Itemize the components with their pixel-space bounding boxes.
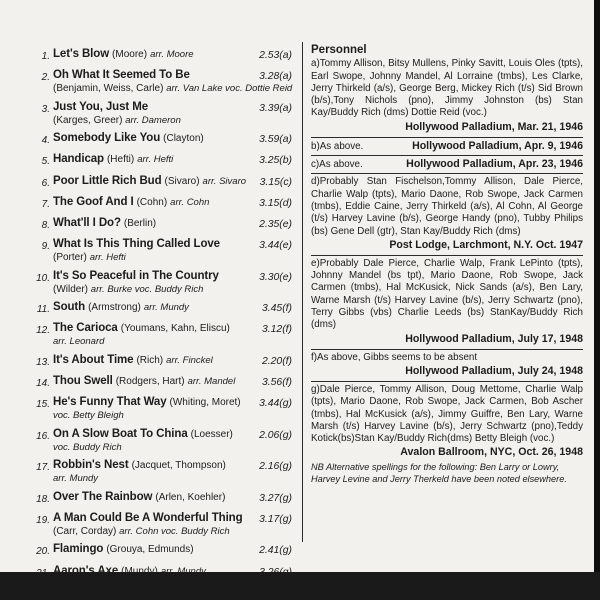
- track-main-line: [53, 544, 292, 556]
- track-main-line: [53, 154, 292, 166]
- track-credits: voc. Betty Bleigh: [53, 410, 124, 422]
- track-title: Aaron's Axe: [53, 564, 119, 577]
- track-arranger: arr. Hefti: [137, 154, 174, 166]
- section-divider: [311, 349, 583, 350]
- track-credits: voc. Buddy Rich: [53, 441, 122, 453]
- track-row: [36, 271, 292, 303]
- track-number: 6.: [41, 177, 50, 189]
- section-divider: [311, 255, 583, 256]
- track-sub-line: [53, 442, 122, 454]
- track-title: Somebody Like You: [53, 132, 161, 145]
- track-main-line: [53, 49, 292, 61]
- track-title: The Goof And I: [53, 195, 134, 208]
- track-arranger: arr. Sivaro: [202, 175, 247, 187]
- track-list: [36, 49, 292, 587]
- track-number: 12.: [36, 325, 50, 337]
- personnel-panel: [311, 44, 583, 486]
- track-title: Thou Swell: [53, 375, 113, 387]
- track-number: 21.: [36, 567, 50, 579]
- track-composer: (Porter): [53, 252, 87, 264]
- track-main-line: [53, 323, 292, 335]
- session-g-lineup: g)Dale Pierce, Tommy Allison, Doug Mettome, Charlie Walp (tpts), Mario Daone, Rob Swope, Jack Carmen, Bob Ascher (tmbs), Hal McKusick (a/s), Jimmy Guiffre, Ben Lary, Warne Marsh (t/s) Harvey Lavine (b/s), Jerry Schwartz (pno),Teddy Kotick(bs)Stan Kay/Buddy Rich(dms) Betty Bleigh (voc.): [311, 383, 583, 445]
- track-row: [36, 302, 292, 323]
- track-number: 19.: [36, 514, 50, 526]
- track-title: South: [53, 301, 86, 314]
- track-row: [36, 239, 292, 271]
- track-duration: 3.28(a): [259, 71, 292, 83]
- column-divider: [302, 42, 303, 542]
- track-composer: (Whiting, Moret): [169, 397, 241, 409]
- track-number: 20.: [36, 546, 50, 558]
- track-duration: 3.39(a): [259, 102, 292, 114]
- track-composer: (Cohn): [136, 196, 168, 208]
- track-composer: (Wilder): [53, 283, 88, 295]
- track-main-line: [53, 513, 292, 525]
- track-title: Just You, Just Me: [53, 100, 149, 113]
- track-sub-line: [53, 284, 203, 296]
- track-row: [36, 70, 292, 102]
- track-title: Handicap: [53, 153, 104, 166]
- track-title: On A Slow Boat To China: [53, 427, 188, 440]
- track-duration: 3.15(c): [259, 176, 292, 188]
- track-title: The Carioca: [53, 322, 118, 335]
- session-d-venue: Post Lodge, Larchmont, N.Y. Oct. 1947: [389, 238, 583, 251]
- track-credits: arr. Cohn voc. Buddy Rich: [119, 525, 230, 537]
- track-credits: arr. Leonard: [53, 336, 105, 348]
- track-row: [36, 102, 292, 134]
- track-composer: (Youmans, Kahn, Eliscu): [120, 323, 230, 335]
- track-credits: arr. Mundy: [53, 473, 99, 485]
- spelling-note: NB Alternative spellings for the following: Ben Larry or Lowry, Harvey Levine and Jerry Therkeld have been noted elsewhere.: [311, 462, 567, 485]
- track-number: 17.: [36, 462, 50, 474]
- track-duration: 3.45(f): [261, 303, 292, 315]
- track-main-line: [53, 302, 292, 314]
- session-a-lineup: a)Tommy Allison, Bitsy Mullens, Pinky Savitt, Louis Oles (tpts), Earl Swope, Johnny Mandel, Al Lorraine (tmbs), Les Clarke, Jerry Thirkeld (a/s), George Berg, Mickey Rich (t/s) Sid Brown (b/s),Tony Nichols (pno), Jimmy Johnston (bs) Stan Kay/Buddy Rich (dms) Dottie Reid (voc.): [311, 58, 583, 119]
- track-duration: 2.20(f): [261, 355, 292, 367]
- track-number: 1.: [41, 51, 50, 62]
- track-row: [36, 513, 292, 545]
- track-row: [36, 429, 292, 461]
- track-arranger: arr. Mundy: [143, 302, 189, 314]
- track-composer: (Armstrong): [88, 302, 141, 314]
- track-title: What'll I Do?: [53, 216, 121, 229]
- track-sub-line: [53, 526, 230, 538]
- track-number: 9.: [41, 241, 50, 253]
- track-number: 16.: [36, 430, 50, 442]
- session-b-venue: Hollywood Palladium, Apr. 9, 1946: [412, 139, 583, 152]
- track-duration: 3.44(e): [259, 240, 292, 252]
- track-duration: 3.56(f): [261, 377, 292, 388]
- track-composer: (Moore): [112, 49, 148, 60]
- track-row: [36, 323, 292, 355]
- track-arranger: arr. Mandel: [187, 376, 236, 387]
- track-duration: 2.06(g): [259, 429, 292, 441]
- track-duration: 3.30(e): [259, 271, 292, 283]
- track-title: He's Funny That Way: [53, 396, 167, 409]
- session-d-lineup: d)Probably Stan Fischelson,Tommy Allison, Dale Pierce, Charlie Walp (tpts), Mario Daone, Rob Swope, Jack Carmen (tmbs), Eddie Caine, Jerry Thirkeld (a/s), Al Cohn, Al George (t/s) Harvey Lavine (b/s), George Handy (pno), Tubby Philips (bs) Gene Dell (gtr), Stan Kay/Buddy Rich (dms): [311, 176, 583, 237]
- track-number: 8.: [41, 219, 50, 231]
- session-g-venue: Avalon Ballroom, NYC, Oct. 26, 1948: [400, 446, 583, 459]
- track-row: [36, 133, 292, 154]
- session-c-lineup: c)As above.: [311, 159, 363, 171]
- track-row: [36, 460, 292, 492]
- track-composer: (Rodgers, Hart): [115, 376, 185, 387]
- track-number: 7.: [41, 198, 50, 210]
- track-composer: (Rich): [136, 354, 164, 366]
- track-arranger: arr. Moore: [150, 49, 194, 60]
- track-main-line: [53, 429, 292, 441]
- track-title: A Man Could Be A Wonderful Thing: [53, 511, 243, 524]
- track-duration: 3.44(g): [259, 398, 292, 410]
- track-duration: 2.41(g): [259, 545, 292, 557]
- track-composer: (Berlin): [123, 217, 157, 229]
- track-duration: 3.15(d): [259, 197, 292, 209]
- track-sub-line: [53, 252, 126, 264]
- track-composer: (Loesser): [190, 428, 233, 440]
- track-main-line: [53, 197, 292, 209]
- track-duration: 3.59(a): [259, 134, 292, 146]
- track-duration: 2.16(g): [259, 461, 292, 473]
- track-credits: arr. Van Lake voc. Dottie Reid: [166, 83, 293, 95]
- track-row: [36, 376, 292, 397]
- track-composer: (Carr, Corday): [53, 525, 117, 537]
- track-main-line: [53, 133, 292, 145]
- track-number: 5.: [41, 156, 50, 168]
- session-f-venue: Hollywood Palladium, July 24, 1948: [405, 364, 583, 377]
- track-row: [36, 397, 292, 429]
- track-main-line: [53, 492, 292, 504]
- track-composer: (Hefti): [106, 154, 135, 166]
- track-main-line: [53, 176, 292, 188]
- track-duration: 2.53(a): [259, 50, 292, 61]
- track-composer: (Sivaro): [164, 175, 200, 187]
- track-arranger: arr. Cohn: [170, 196, 210, 208]
- track-composer: (Grouya, Edmunds): [106, 544, 194, 556]
- track-main-line: [53, 355, 292, 367]
- track-duration: 3.17(g): [259, 513, 292, 525]
- track-credits: arr. Dameron: [125, 114, 181, 126]
- track-row: [36, 355, 292, 376]
- track-title: Let's Blow: [53, 48, 110, 60]
- track-duration: 3.25(b): [259, 155, 292, 167]
- track-main-line: [53, 271, 292, 283]
- track-title: Poor Little Rich Bud: [53, 174, 162, 187]
- track-title: Over The Rainbow: [53, 490, 153, 503]
- track-main-line: [53, 397, 292, 409]
- track-title: What Is This Thing Called Love: [53, 238, 220, 251]
- track-main-line: [53, 102, 292, 114]
- personnel-heading: Personnel: [311, 44, 367, 56]
- track-arranger: arr. Mundy: [160, 565, 206, 577]
- track-title: Robbin's Nest: [53, 459, 129, 472]
- track-title: It's So Peaceful in The Country: [53, 269, 219, 282]
- session-b: [311, 140, 583, 153]
- session-c: [311, 158, 583, 171]
- section-divider: [311, 173, 583, 174]
- track-number: 4.: [41, 135, 50, 147]
- track-sub-line: [53, 115, 181, 127]
- track-number: 10.: [36, 272, 50, 284]
- page-shadow-right: [594, 0, 600, 600]
- track-title: It's About Time: [53, 353, 134, 366]
- track-sub-line: [53, 410, 124, 422]
- track-row: [36, 49, 292, 70]
- track-duration: 2.35(e): [259, 218, 292, 230]
- track-credits: arr. Hefti: [89, 252, 126, 264]
- track-number: 14.: [36, 378, 50, 389]
- section-divider: [311, 155, 583, 156]
- track-main-line: [53, 239, 292, 251]
- track-arranger: arr. Finckel: [166, 354, 213, 366]
- track-row: [36, 492, 292, 513]
- track-main-line: [53, 218, 292, 230]
- track-number: 18.: [36, 493, 50, 505]
- track-composer: (Mundy): [121, 565, 158, 577]
- track-duration: 3.27(g): [259, 492, 292, 504]
- track-sub-line: [53, 83, 292, 95]
- session-a-venue: Hollywood Palladium, Mar. 21, 1946: [405, 120, 583, 133]
- track-number: 13.: [36, 356, 50, 368]
- track-number: 3.: [41, 103, 50, 115]
- track-composer: (Clayton): [163, 133, 204, 145]
- session-c-venue: Hollywood Palladium, Apr. 23, 1946: [406, 158, 583, 171]
- track-duration: 3.12(f): [261, 324, 292, 336]
- track-main-line: [53, 376, 292, 388]
- session-e-venue: Hollywood Palladium, July 17, 1948: [405, 332, 583, 345]
- track-composer: (Jacquet, Thompson): [131, 460, 226, 472]
- track-main-line: [53, 460, 292, 472]
- track-row: [36, 544, 292, 565]
- section-divider: [311, 381, 583, 382]
- track-main-line: [53, 566, 292, 578]
- track-row: [36, 154, 292, 175]
- track-row: [36, 218, 292, 239]
- track-sub-line: [53, 473, 98, 485]
- session-f-lineup: f)As above, Gibbs seems to be absent: [311, 351, 478, 363]
- track-main-line: [53, 70, 292, 82]
- track-row: [36, 197, 292, 218]
- track-number: 15.: [36, 399, 50, 411]
- track-composer: (Karges, Greer): [53, 114, 123, 126]
- section-divider: [311, 137, 583, 138]
- track-composer: (Benjamin, Weiss, Carle): [53, 83, 164, 95]
- session-b-lineup: b)As above.: [311, 140, 364, 152]
- track-title: Oh What It Seemed To Be: [53, 69, 190, 82]
- track-number: 11.: [36, 304, 50, 316]
- track-row: [36, 566, 292, 587]
- track-title: Flamingo: [53, 543, 104, 556]
- track-sub-line: [53, 336, 104, 348]
- track-row: [36, 176, 292, 197]
- track-duration: 3.26(g): [259, 566, 292, 578]
- track-composer: (Arlen, Koehler): [155, 491, 226, 503]
- track-number: 2.: [41, 72, 50, 84]
- track-credits: arr. Burke voc. Buddy Rich: [90, 283, 204, 295]
- session-e-lineup: e)Probably Dale Pierce, Charlie Walp, Frank LePinto (tpts), Johnny Mandel (bs tpt), Mario Daone, Rob Swope, Jack Carmen (tmbs), Hal McKusick, Nick Sands (a/s), Ben Lary, Warne Marsh (t/s) Harvey Lavine (b/s), Jerry Schwartz (pno), Terry Gibbs (vbs) Charlie Leeds (bs) StanKay/Buddy Rich (dms): [311, 257, 583, 331]
